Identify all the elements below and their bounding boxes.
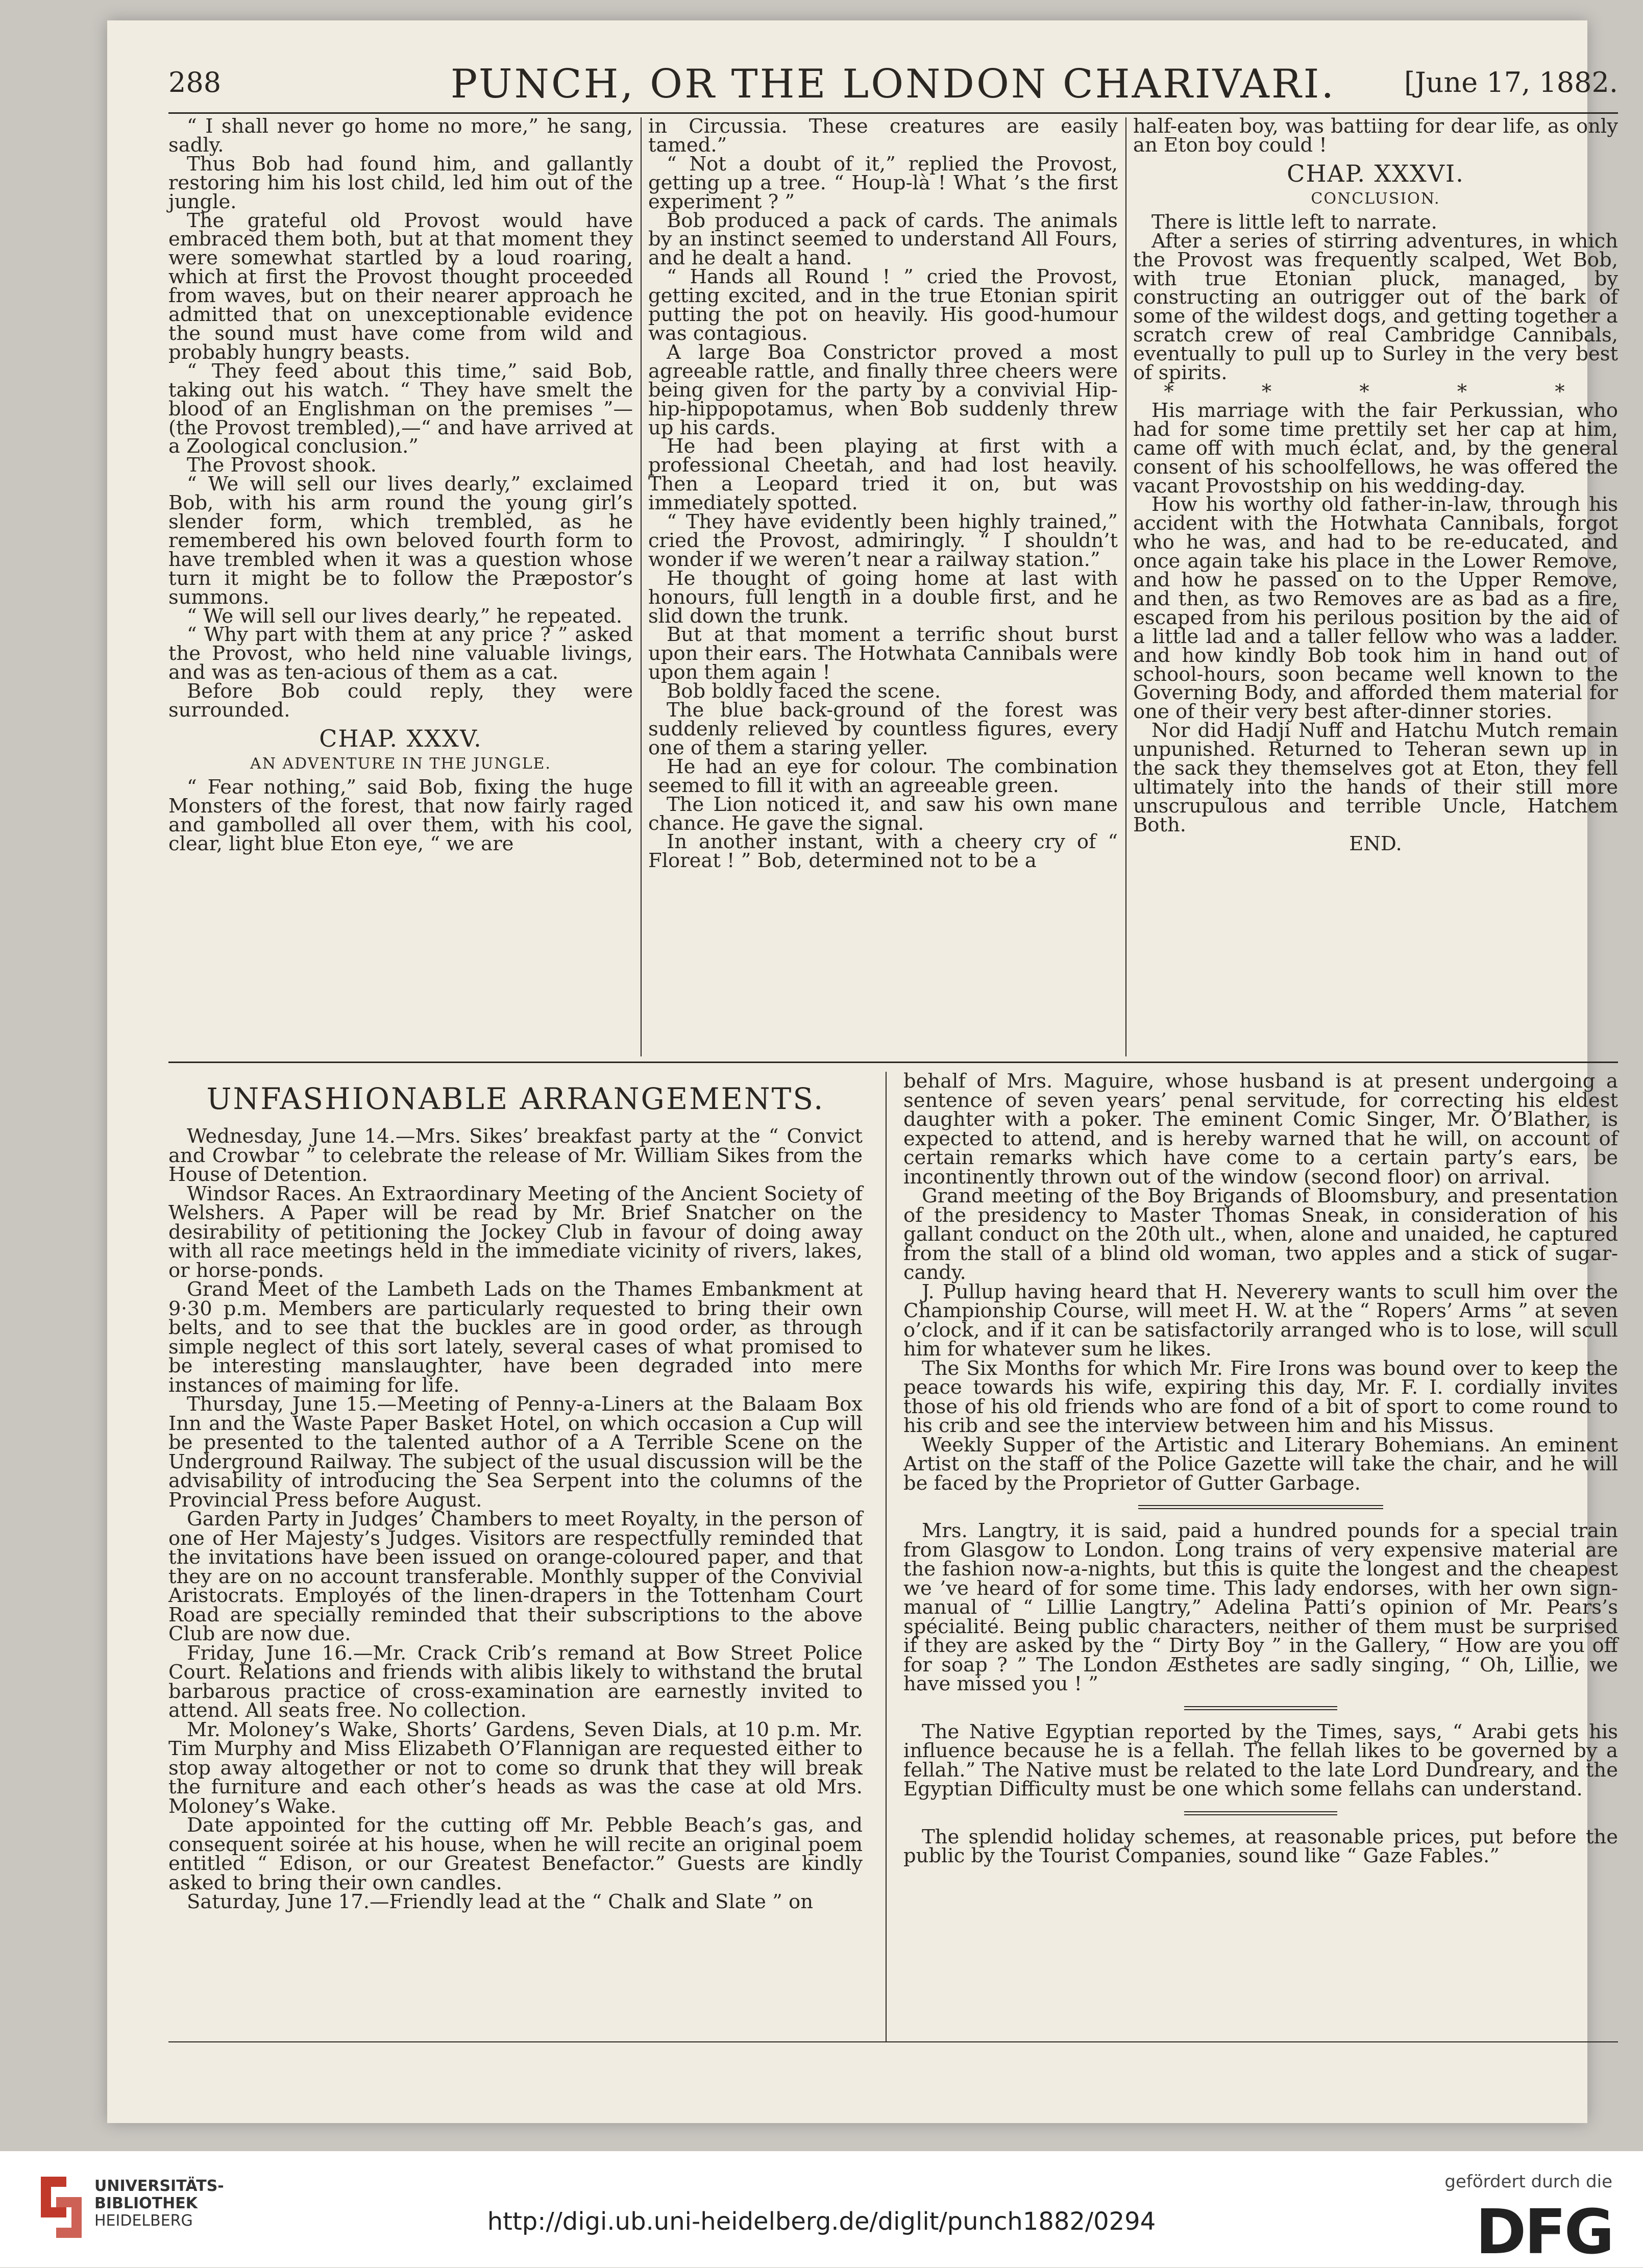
story-para: “ I shall never go home no more,” he sang, sadly. [168,115,633,157]
newspaper-page [107,20,1618,2123]
column-divider [886,1072,887,2041]
story-para: “ Hands all Round ! ” cried the Provost, getting excited, and in the true Etonian spirit putting the pot on heavily. His good-humour was contagious. [648,265,1118,345]
page-header [168,51,1618,107]
news-item: The Native Egyptian reported by the Times, says, “ Arabi gets his influence because he is a fellah. The fellah likes to be governed by a fellah.” The Native must be related to the late Lord Dundreary, and the Egyptian Difficulty must be one which some fellahs can understand. [903,1720,1618,1801]
story-para: Nor did Hadji Nuff and Hatchu Mutch remain unpunished. Returned to Teheran sewn up in the sack they themselves got at Eton, they fell ultimately into the hands of their still more unscrupulous and terrible Uncle, Hatchem Both. [1133,719,1618,836]
news-item: Mrs. Langtry, it is said, paid a hundred pounds for a special train from Glasgow to London. Long trains of very expensive material are the fashion now-a-nights, but this is quite the longest and the cheapest we ’ve heard of for some time. This lady endorses, with her own sign-manual of “ Lillie Langtry,” Adelina Patti’s opinion of Mr. Pears’s spécialité. Being public characters, neither of them must be surprised if they are asked by the “ Dirty Boy ” in the Gallery, “ How are you off for soap ? ” The London Æsthetes are sadly singing, “ Oh, Lillie, we have missed you ! ” [903,1519,1618,1695]
page-title: PUNCH, OR THE LONDON CHARIVARI. [450,61,1336,107]
story-para: “ We will sell our lives dearly,” exclaimed Bob, with his arm round the young girl’s slender form, which trembled, as he remembered his own beloved fourth form to have trembled when it was a question whose turn it might be to follow the Præpostor’s summons. [168,473,633,609]
arrangements-left-column [168,1082,863,1912]
column-divider [1125,117,1126,1056]
story-para: “ They feed about this time,” said Bob, taking out his watch. “ They have smelt the blood of an Englishman on the premises ”—(the Provost trembled),—“ and have arrived at a Zoological conclusion.” [168,359,633,458]
issue-date: [June 17, 1882. [1404,66,1618,98]
story-para: “ Fear nothing,” said Bob, fixing the huge Monsters of the forest, that now fairly raged and gambolled all over them, with his cool, clear, light blue Eton eye, “ we are [168,776,633,855]
separator-rule [1184,1706,1337,1710]
story-para: Thus Bob had found him, and gallantly restoring him his lost child, led him out of the jungle. [168,152,633,213]
chapter-subheading: CONCLUSION. [1311,189,1440,208]
story-para: “ Why part with them at any price ? ” asked the Provost, who held nine valuable livings, and was as ten-acious of them as a cat. [168,623,633,684]
chapter-subheading: AN ADVENTURE IN THE JUNGLE. [250,755,551,773]
story-para: The blue back-ground of the forest was suddenly relieved by countless figures, every one of them a staring yeller. [648,699,1118,759]
arrangement-para: Grand Meet of the Lambeth Lads on the Thames Embankment at 9·30 p.m. Members are particularly requested to bring their own belts, and to see that the buckles are in good order, as through simple neglect of this sort lately, several cases of what promised to be interesting manslaughter, have been degraded into mere instances of maiming for life. [168,1278,863,1397]
news-item: The splendid holiday schemes, at reasonable prices, put before the public by the Tourist Companies, sound like “ Gaze Fables.” [903,1825,1618,1867]
story-para: half-eaten boy, was battiing for dear life, as only an Eton boy could ! [1133,115,1618,157]
story-para: Bob boldly faced the scene. [667,680,941,703]
column-divider [641,117,642,1056]
chapter-heading: CHAP. XXXV. [319,725,482,752]
library-line: BIBLIOTHEK [94,2195,198,2212]
story-para: There is little left to narrate. [1151,210,1437,234]
dfg-logo: DFG [1475,2197,1612,2268]
arrangement-para: Grand meeting of the Boy Brigands of Bloomsbury, and presentation of the presidency to Master Thomas Sneak, in consideration of his gallant conduct on the 20th ult., when, alone and unaided, he captured from the stall of a blind old woman, two apples and a stick of sugar-candy. [903,1185,1618,1284]
story-para: A large Boa Constrictor proved a most agreeable rattle, and finally three cheers were being given for the party by a convivial Hip-hip-hippopotamus, when Bob suddenly threw up his cards. [648,340,1118,439]
story-para: But at that moment a terrific shout burst upon their ears. The Hotwhata Cannibals were upon them again ! [648,623,1118,684]
library-line: UNIVERSITÄTS- [94,2177,224,2195]
arrangements-right-column [903,1072,1618,1866]
story-column-2 [648,117,1118,871]
separator-rule [1138,1505,1383,1509]
bottom-rule [168,2041,1618,2042]
story-para: How his worthy old father-in-law, through his accident with the Hotwhata Cannibals, forgot who he was, and had to be re-educated, and once again take his place in the Lower Remove, and how he passed on to the Upper Remove, and then, as two Removes are as bad as a fire, escaped from his perilous position by the aid of a little lad and a taller fellow who was a ladder. and how kindly Bob took him in hand out of school-hours, soon became well known to the Governing Body, and afforded them material for one of their very best after-dinner stories. [1133,493,1618,724]
story-end: END. [1349,832,1402,855]
section-rule [168,1062,1618,1063]
funding-label: gefördert durch die [1444,2172,1612,2192]
story-para: in Circussia. These creatures are easily tamed.” [648,115,1118,157]
story-para: “ Not a doubt of it,” replied the Provost, getting up a tree. “ Houp-là ! What ’s the first experiment ? ” [648,152,1118,213]
digitization-footer [0,2151,1643,2267]
story-para: Before Bob could reply, they were surrounded. [168,680,633,722]
chapter-heading: CHAP. XXXVI. [1287,159,1464,187]
header-rule [168,112,1618,114]
arrangements-title: UNFASHIONABLE ARRANGEMENTS. [206,1081,825,1116]
arrangement-para: Mr. Moloney’s Wake, Shorts’ Gardens, Seven Dials, at 10 p.m. Mr. Tim Murphy and Miss Elizabeth O’Flannigan are requested either to stop away altogether or not to come so drunk that they will break the furniture and each other’s heads as was the case at old Mrs. Moloney’s Wake. [168,1718,863,1818]
story-column-1 [168,117,633,854]
story-para: After a series of stirring adventures, in which the Provost was frequently scalped, Wet Bob, with true Etonian pluck, managed, by constructing an outrigger out of the bark of some of the wildest dogs, and getting together a scratch crew of real Cambridge Cannibals, eventually to pull up to Surley in the very best of spirits. [1133,229,1618,385]
section-break-stars: * * * * * [1164,380,1606,403]
arrangement-para: The Six Months for which Mr. Fire Irons was bound over to keep the peace towards his wife, expiring this day, Mr. F. I. cordially invites those of his old friends who are fond of a bit of sport to come round to his crib and see the interview between him and his Missus. [903,1357,1618,1437]
arrangement-para: Wednesday, June 14.—Mrs. Sikes’ breakfast party at the “ Convict and Crowbar ” to celebrate the release of Mr. William Sikes from the House of Detention. [168,1125,863,1186]
arrangement-para: Weekly Supper of the Artistic and Literary Bohemians. An eminent Artist on the staff of the Police Gazette will take the chair, and he will be faced by the Proprietor of Gutter Garbage. [903,1433,1618,1495]
arrangement-para: Thursday, June 15.—Meeting of Penny-a-Liners at the Balaam Box Inn and the Waste Paper Basket Hotel, on which occasion a Cup will be presented to the talented author of a A Terrible Scene on the Underground Railway. The subject of the usual discussion will be the advisability of introducing the Sea Serpent into the columns of the Provincial Press before August. [168,1393,863,1512]
story-para: In another instant, with a cheery cry of “ Floreat ! ” Bob, determined not to be a [648,830,1118,873]
story-para: He thought of going home at last with honours, full length in a double first, and he slid down the trunk. [648,566,1118,628]
story-para: He had been playing at first with a professional Cheetah, and had lost heavily. Then a Leopard tried it on, but was immediately spotted. [648,435,1118,515]
arrangement-para: J. Pullup having heard that H. Neverery wants to scull him over the Championship Course, will meet H. W. at the “ Ropers’ Arms ” at seven o’clock, and if it can be satisfactorily arranged who is to lose, will scull him for whatever sum he likes. [903,1280,1618,1361]
arrangement-para: Garden Party in Judges’ Chambers to meet Royalty, in the person of one of Her Majesty’s Judges. Visitors are respectfully reminded that the invitations have been issued on orange-coloured paper, and that they are on no account transferable. Monthly supper of the Convivial Aristocrats. Employés of the linen-drapers in the Tottenham Court Road are specially reminded that their subscriptions to the above Club are now due. [168,1508,863,1645]
separator-rule [1184,1811,1337,1815]
arrangement-para: behalf of Mrs. Maguire, whose husband is at present undergoing a sentence of seven years’ penal servitude, for correcting his eldest daughter with a poker. The eminent Comic Singer, Mr. O’Blather, is expected to attend, and is hereby warned that he will, on account of certain remarks which have come to a certain party’s ears, be incontinently thrown out of the window (second floor) on arrival. [903,1070,1618,1189]
story-para: The Provost shook. [187,454,377,477]
arrangement-para: Friday, June 16.—Mr. Crack Crib’s remand at Bow Street Police Court. Relations and friends with alibis likely to withstand the brutal barbarous practice of cross-examination are earnestly invited to attend. All seats free. No collection. [168,1641,863,1722]
arrangement-para: Saturday, June 17.—Friendly lead at the “ Chalk and Slate ” on [187,1890,813,1913]
story-para: The Lion noticed it, and saw his own mane chance. He gave the signal. [648,793,1118,835]
story-para: The grateful old Provost would have embraced them both, but at that moment they were somewhat startled by a loud roaring, which at first the Provost thought proceeded from waves, but on their nearer approach he admitted that on unexceptionable evidence the sound must have come from wild and probably hungry beasts. [168,209,633,364]
story-para: “ They have evidently been highly trained,” cried the Provost, admiringly. “ I shouldn’t wonder if we weren’t near a railway station.” [648,510,1118,571]
story-para: “ We will sell our lives dearly,” he repeated. [187,604,623,628]
source-url-link[interactable]: http://digi.ub.uni-heidelberg.de/diglit/punch1882/0294 [487,2207,1156,2236]
story-column-3 [1133,117,1618,854]
story-para: He had an eye for colour. The combination seemed to fill it with an agreeable green. [648,755,1118,797]
story-para: His marriage with the fair Perkussian, who had for some time prettily set her cap at him, came off with much éclat, and, by the general consent of his schoolfellows, he was offered the vacant Provostship on his wedding-day. [1133,399,1618,498]
library-line: HEIDELBERG [94,2212,193,2230]
arrangement-para: Date appointed for the cutting off Mr. Pebble Beach’s gas, and consequent soirée at his house, when he will recite an original poem entitled “ Edison, or our Greatest Benefactor.” Guests are kindly asked to bring their own candles. [168,1814,863,1894]
page-number: 288 [168,66,222,98]
arrangement-para: Windsor Races. An Extraordinary Meeting of the Ancient Society of Welshers. A Paper will be read by Mr. Brief Snatcher on the desirability of petitioning the Jockey Club in favour of doing away with all race meetings held in the immediate vicinity of rivers, lakes, or horse-ponds. [168,1182,863,1282]
story-para: Bob produced a pack of cards. The animals by an instinct seemed to understand All Fours, and he dealt a hand. [648,209,1118,270]
